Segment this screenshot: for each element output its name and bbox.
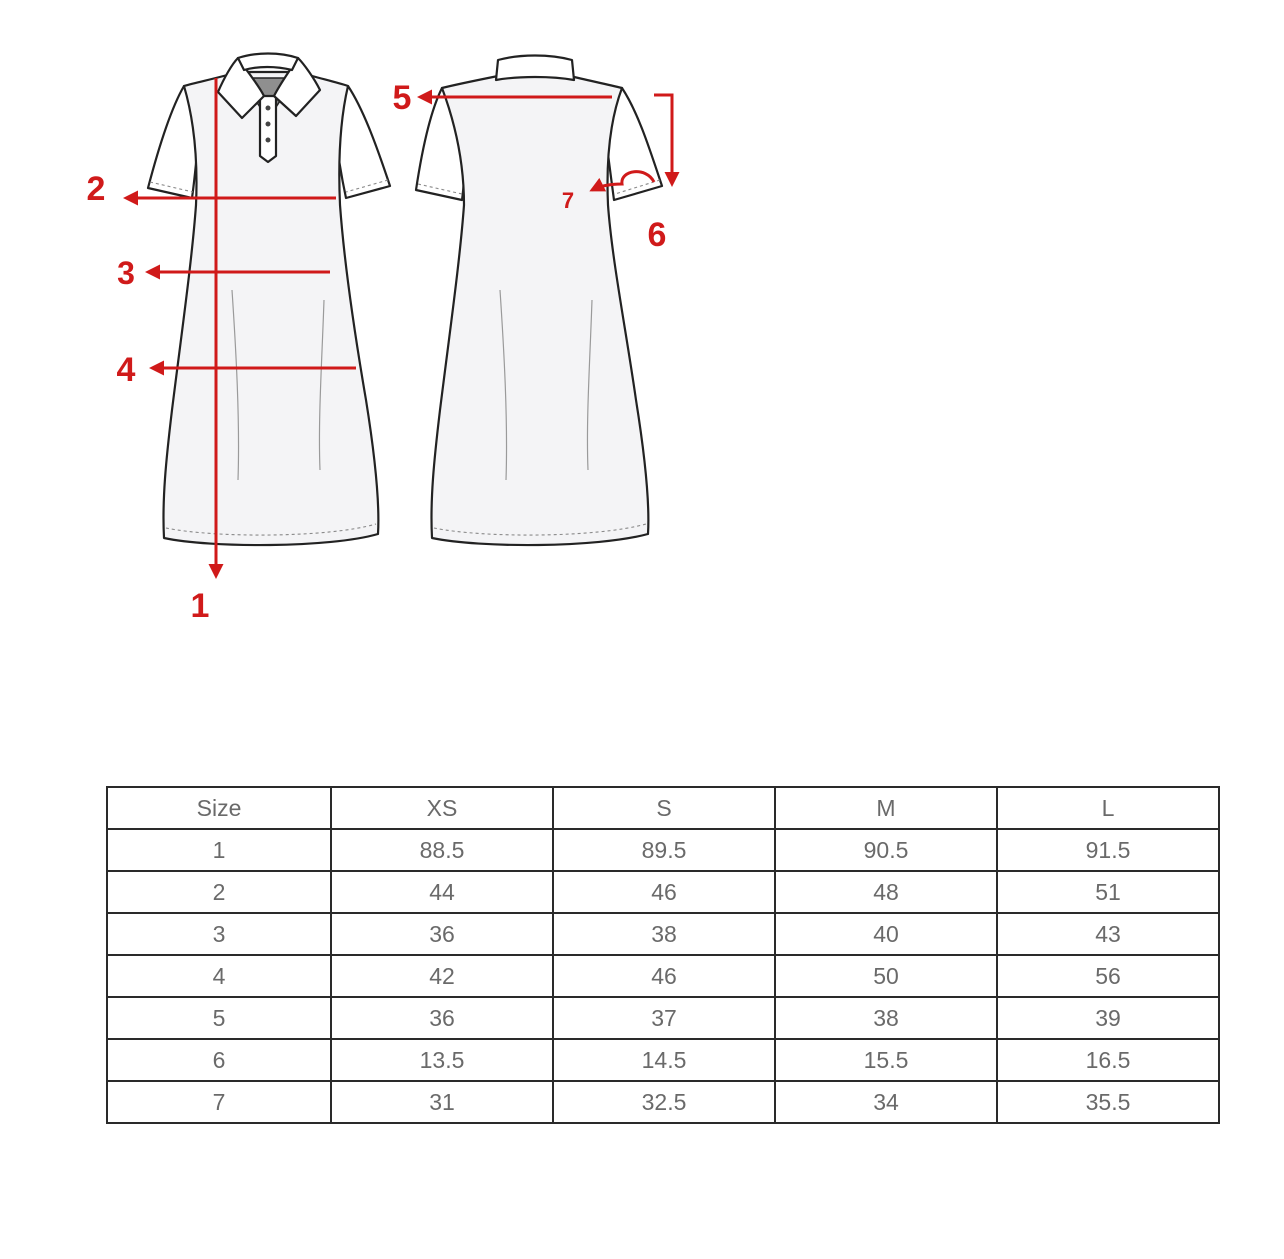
table-cell: 56 [997,955,1219,997]
dress-front-illustration [148,54,390,546]
marker-5: 5 [392,79,412,117]
table-cell: 38 [775,997,997,1039]
table-cell: 48 [775,871,997,913]
table-cell: 7 [107,1081,331,1123]
table-row [107,1039,1219,1081]
table-cell: 89.5 [553,829,775,871]
table-cell: 31 [331,1081,553,1123]
table-row [107,871,1219,913]
table-row [107,997,1219,1039]
header-xs: XS [331,787,553,829]
table-cell: 5 [107,997,331,1039]
dress-back-illustration [416,56,662,546]
table-cell: 90.5 [775,829,997,871]
table-cell: 46 [553,871,775,913]
table-cell: 42 [331,955,553,997]
table-row [107,955,1219,997]
header-m: M [775,787,997,829]
table-cell: 2 [107,871,331,913]
table-cell: 43 [997,913,1219,955]
size-chart-table [106,786,1220,1124]
table-cell: 4 [107,955,331,997]
marker-3: 3 [117,255,135,291]
table-cell: 40 [775,913,997,955]
table-row [107,829,1219,871]
table-cell: 36 [331,913,553,955]
marker-4: 4 [116,351,136,389]
table-cell: 50 [775,955,997,997]
table-cell: 44 [331,871,553,913]
table-row [107,1081,1219,1123]
table-cell: 88.5 [331,829,553,871]
marker-6: 6 [647,216,667,254]
table-cell: 39 [997,997,1219,1039]
header-size: Size [107,787,331,829]
table-cell: 37 [553,997,775,1039]
table-cell: 3 [107,913,331,955]
header-s: S [553,787,775,829]
table-cell: 32.5 [553,1081,775,1123]
table-cell: 16.5 [997,1039,1219,1081]
marker-7: 7 [561,188,575,213]
table-cell: 91.5 [997,829,1219,871]
marker-2: 2 [86,170,106,208]
table-cell: 13.5 [331,1039,553,1081]
table-cell: 1 [107,829,331,871]
table-row [107,913,1219,955]
table-header-row [107,787,1219,829]
table-cell: 38 [553,913,775,955]
header-l: L [997,787,1219,829]
table-cell: 51 [997,871,1219,913]
table-cell: 14.5 [553,1039,775,1081]
table-cell: 46 [553,955,775,997]
table-cell: 35.5 [997,1081,1219,1123]
table-cell: 34 [775,1081,997,1123]
marker-1: 1 [190,587,210,625]
table-cell: 36 [331,997,553,1039]
table-cell: 6 [107,1039,331,1081]
table-cell: 15.5 [775,1039,997,1081]
